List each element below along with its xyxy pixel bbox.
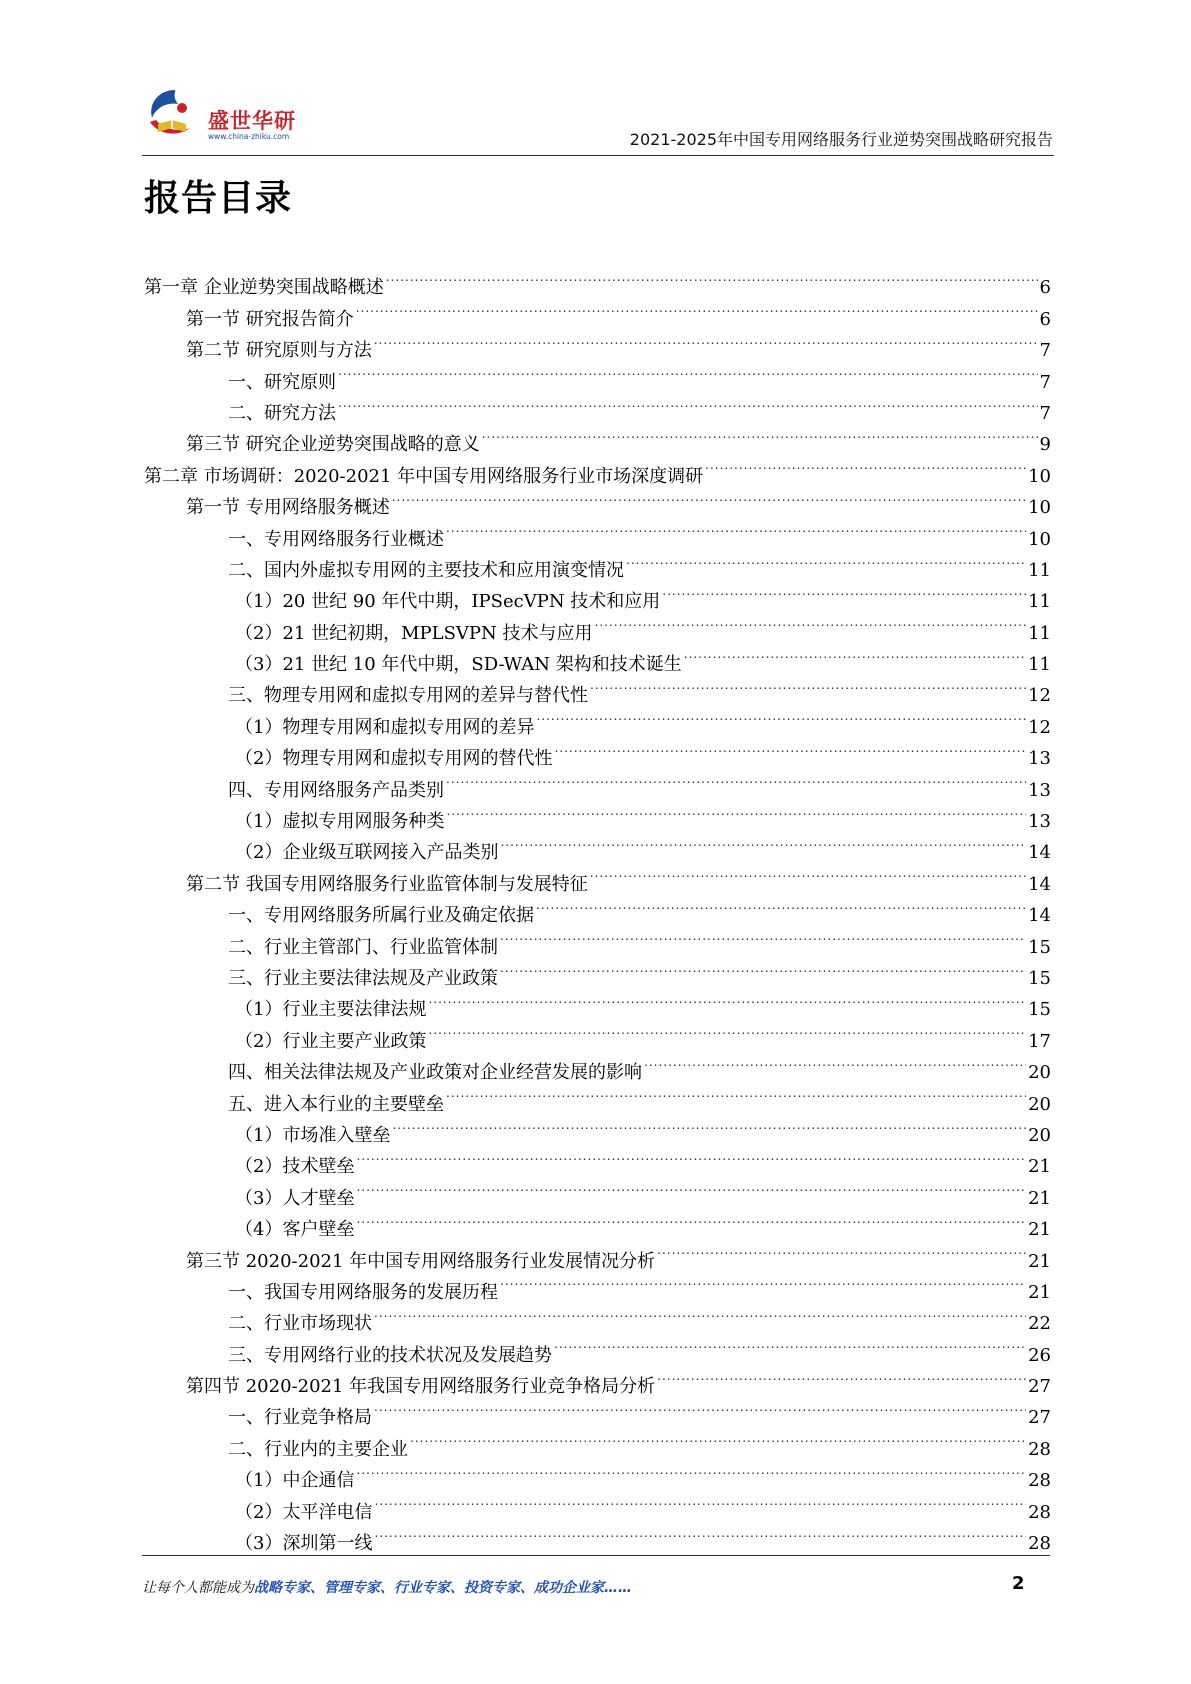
- toc-dot-leader: [372, 1486, 1026, 1517]
- toc-entry-title: 一、研究原则: [228, 371, 336, 393]
- toc-entry-title: （3）深圳第一线: [235, 1533, 373, 1555]
- toc-entry-page: 21: [1028, 1156, 1051, 1178]
- toc-entry-title: （3）21 世纪 10 年代中期，SD-WAN 架构和技术诞生: [235, 654, 682, 676]
- toc-entry-page: 13: [1028, 811, 1051, 833]
- toc-entry-title: 第三节 研究企业逆势突围战略的意义: [186, 434, 480, 456]
- toc-entry-title: （1）20 世纪 90 年代中期，IPSecVPN 技术和应用: [235, 591, 661, 613]
- toc-entry-page: 10: [1028, 497, 1051, 519]
- toc-dot-leader: [498, 921, 1026, 952]
- toc-entry-title: 三、专用网络行业的技术状况及发展趋势: [228, 1344, 552, 1366]
- toc-entry-title: （4）客户壁垒: [235, 1219, 355, 1241]
- toc-entry-page: 11: [1028, 654, 1051, 676]
- footer-slogan: [142, 1577, 632, 1597]
- company-logo: [142, 84, 322, 148]
- toc-dot-leader: [372, 1518, 1026, 1549]
- toc-entry-page: 11: [1028, 591, 1051, 613]
- toc-entry-page: 9: [1039, 434, 1051, 456]
- toc-dot-leader: [372, 325, 1038, 356]
- toc-entry-title: 一、专用网络服务所属行业及确定依据: [228, 905, 534, 927]
- page-title: 报告目录: [144, 178, 293, 219]
- toc-entry[interactable]: [144, 262, 1051, 299]
- toc-entry-page: 21: [1028, 1250, 1051, 1272]
- toc-entry-title: 二、行业市场现状: [228, 1313, 372, 1335]
- toc-dot-leader: [390, 482, 1026, 513]
- toc-entry-title: （2）物理专用网和虚拟专用网的替代性: [235, 748, 553, 770]
- toc-entry-page: 15: [1028, 967, 1051, 989]
- toc-entry-page: 27: [1028, 1407, 1051, 1429]
- toc-entry-page: 6: [1039, 308, 1051, 330]
- toc-dot-leader: [444, 796, 1026, 827]
- toc-entry-title: 二、行业主管部门、行业监管体制: [228, 936, 498, 958]
- toc-entry-title: 一、专用网络服务行业概述: [228, 528, 444, 550]
- logo-name: 盛世华研: [208, 109, 296, 133]
- logo-mark-icon: [142, 84, 208, 144]
- toc-entry-page: 17: [1028, 1030, 1051, 1052]
- toc-dot-leader: [354, 293, 1038, 324]
- toc-entry-page: 10: [1028, 528, 1051, 550]
- toc-entry-page: 7: [1039, 340, 1051, 362]
- toc-entry-page: 10: [1028, 465, 1051, 487]
- toc-entry-page: 7: [1039, 371, 1051, 393]
- toc-entry-title: 第二节 我国专用网络服务行业监管体制与发展特征: [186, 873, 588, 895]
- toc-dot-leader: [408, 1423, 1026, 1454]
- toc-entry-title: 二、研究方法: [228, 402, 336, 424]
- toc-dot-leader: [498, 953, 1026, 984]
- toc-entry-page: 20: [1028, 1062, 1051, 1084]
- toc-dot-leader: [444, 764, 1026, 795]
- toc-dot-leader: [552, 1329, 1026, 1360]
- toc-entry-page: 22: [1028, 1313, 1051, 1335]
- toc-entry-page: 21: [1028, 1219, 1051, 1241]
- toc-entry-title: 三、物理专用网和虚拟专用网的差异与替代性: [228, 685, 588, 707]
- toc-entry-page: 21: [1028, 1281, 1051, 1303]
- toc-entry-title: 二、行业内的主要企业: [228, 1438, 408, 1460]
- toc-dot-leader: [390, 1110, 1026, 1141]
- toc-dot-leader: [354, 1141, 1026, 1172]
- toc-dot-leader: [354, 1204, 1026, 1235]
- toc-entry-title: 第三节 2020-2021 年中国专用网络服务行业发展情况分析: [186, 1250, 656, 1272]
- toc-entry-page: 14: [1028, 905, 1051, 927]
- toc-entry-title: （1）物理专用网和虚拟专用网的差异: [235, 716, 535, 738]
- toc-dot-leader: [655, 1235, 1026, 1266]
- toc-entry-title: 五、进入本行业的主要壁垒: [228, 1093, 444, 1115]
- toc-entry-page: 15: [1028, 999, 1051, 1021]
- toc-entry-page: 28: [1028, 1470, 1051, 1492]
- toc-dot-leader: [354, 1172, 1026, 1203]
- toc-dot-leader: [336, 356, 1038, 387]
- toc-entry-page: 21: [1028, 1187, 1051, 1209]
- page-number: 2: [1012, 1573, 1025, 1594]
- slogan-highlight: 战略专家、管理专家、行业专家、投资专家、成功企业家……: [254, 1580, 632, 1596]
- toc-entry-page: 12: [1028, 685, 1051, 707]
- toc-entry-title: 第一节 研究报告简介: [186, 308, 354, 330]
- toc-dot-leader: [552, 733, 1026, 764]
- toc-entry-page: 28: [1028, 1501, 1051, 1523]
- footer-divider: [142, 1555, 1050, 1556]
- toc-entry-title: 一、行业竞争格局: [228, 1407, 372, 1429]
- toc-dot-leader: [593, 607, 1027, 638]
- toc-entry-page: 13: [1028, 748, 1051, 770]
- toc-entry-title: 第二章 市场调研：2020-2021 年中国专用网络服务行业市场深度调研: [144, 465, 704, 487]
- toc-dot-leader: [534, 890, 1026, 921]
- toc-entry-page: 27: [1028, 1376, 1051, 1398]
- toc-entry-title: 四、专用网络服务产品类别: [228, 779, 444, 801]
- toc-entry-title: （2）21 世纪初期，MPLSVPN 技术与应用: [235, 622, 593, 644]
- toc-entry-title: （2）企业级互联网接入产品类别: [235, 842, 499, 864]
- toc-entry-page: 11: [1028, 559, 1051, 581]
- toc-dot-leader: [534, 701, 1026, 732]
- toc-dot-leader: [588, 670, 1026, 701]
- toc-entry-page: 26: [1028, 1344, 1051, 1366]
- toc-entry-page: 20: [1028, 1093, 1051, 1115]
- logo-url: www.china-zhiku.com: [208, 132, 290, 141]
- toc-dot-leader: [480, 419, 1038, 450]
- toc-entry-page: 11: [1028, 622, 1051, 644]
- toc-dot-leader: [703, 450, 1026, 481]
- toc-entry-title: （1）中企通信: [235, 1470, 355, 1492]
- toc-dot-leader: [354, 1455, 1026, 1486]
- toc-entry-title: （1）行业主要法律法规: [235, 999, 427, 1021]
- toc-dot-leader: [444, 513, 1026, 544]
- toc-entry-title: （3）人才壁垒: [235, 1187, 355, 1209]
- toc-entry-title: （2）行业主要产业政策: [235, 1030, 427, 1052]
- toc-entry-page: 13: [1028, 779, 1051, 801]
- toc-entry-title: 第一节 专用网络服务概述: [186, 497, 390, 519]
- toc-dot-leader: [426, 984, 1026, 1015]
- toc-entry-title: （2）太平洋电信: [235, 1501, 373, 1523]
- toc-entry-page: 20: [1028, 1124, 1051, 1146]
- toc-entry-title: 二、国内外虚拟专用网的主要技术和应用演变情况: [228, 559, 624, 581]
- toc-entry-page: 28: [1028, 1533, 1051, 1555]
- toc-dot-leader: [384, 262, 1038, 293]
- toc-entry-title: 第一章 企业逆势突围战略概述: [144, 277, 384, 299]
- toc-dot-leader: [498, 827, 1026, 858]
- toc-dot-leader: [372, 1392, 1026, 1423]
- toc-dot-leader: [498, 1267, 1026, 1298]
- toc-dot-leader: [682, 639, 1026, 670]
- toc-entry-title: 三、行业主要法律法规及产业政策: [228, 967, 498, 989]
- page-header: [0, 0, 1191, 160]
- toc-dot-leader: [655, 1361, 1026, 1392]
- toc-entry-page: 6: [1039, 277, 1051, 299]
- toc-entry-title: 四、相关法律法规及产业政策对企业经营发展的影响: [228, 1062, 642, 1084]
- toc-dot-leader: [336, 388, 1038, 419]
- toc-entry-page: 14: [1028, 873, 1051, 895]
- slogan-prefix: 让每个人都能成为: [142, 1580, 254, 1596]
- toc-dot-leader: [624, 545, 1026, 576]
- toc-entry-title: （2）技术壁垒: [235, 1156, 355, 1178]
- toc-dot-leader: [426, 1015, 1026, 1046]
- toc-dot-leader: [588, 858, 1026, 889]
- toc-entry-title: 一、我国专用网络服务的发展历程: [228, 1281, 498, 1303]
- toc-entry-page: 28: [1028, 1438, 1051, 1460]
- toc-entry-page: 15: [1028, 936, 1051, 958]
- toc-entry-title: （1）市场准入壁垒: [235, 1124, 391, 1146]
- toc-dot-leader: [660, 576, 1026, 607]
- toc-dot-leader: [444, 1078, 1026, 1109]
- header-divider: [142, 155, 1054, 156]
- toc-entry-page: 12: [1028, 716, 1051, 738]
- report-title: 2021-2025年中国专用网络服务行业逆势突围战略研究报告: [629, 130, 1053, 149]
- toc-dot-leader: [642, 1047, 1026, 1078]
- toc-entry-title: 第二节 研究原则与方法: [186, 340, 372, 362]
- toc-dot-leader: [372, 1298, 1026, 1329]
- table-of-contents: [144, 262, 1051, 1555]
- toc-entry-page: 7: [1039, 402, 1051, 424]
- toc-entry-title: （1）虚拟专用网服务种类: [235, 811, 445, 833]
- toc-entry-title: 第四节 2020-2021 年我国专用网络服务行业竞争格局分析: [186, 1376, 656, 1398]
- toc-entry-page: 14: [1028, 842, 1051, 864]
